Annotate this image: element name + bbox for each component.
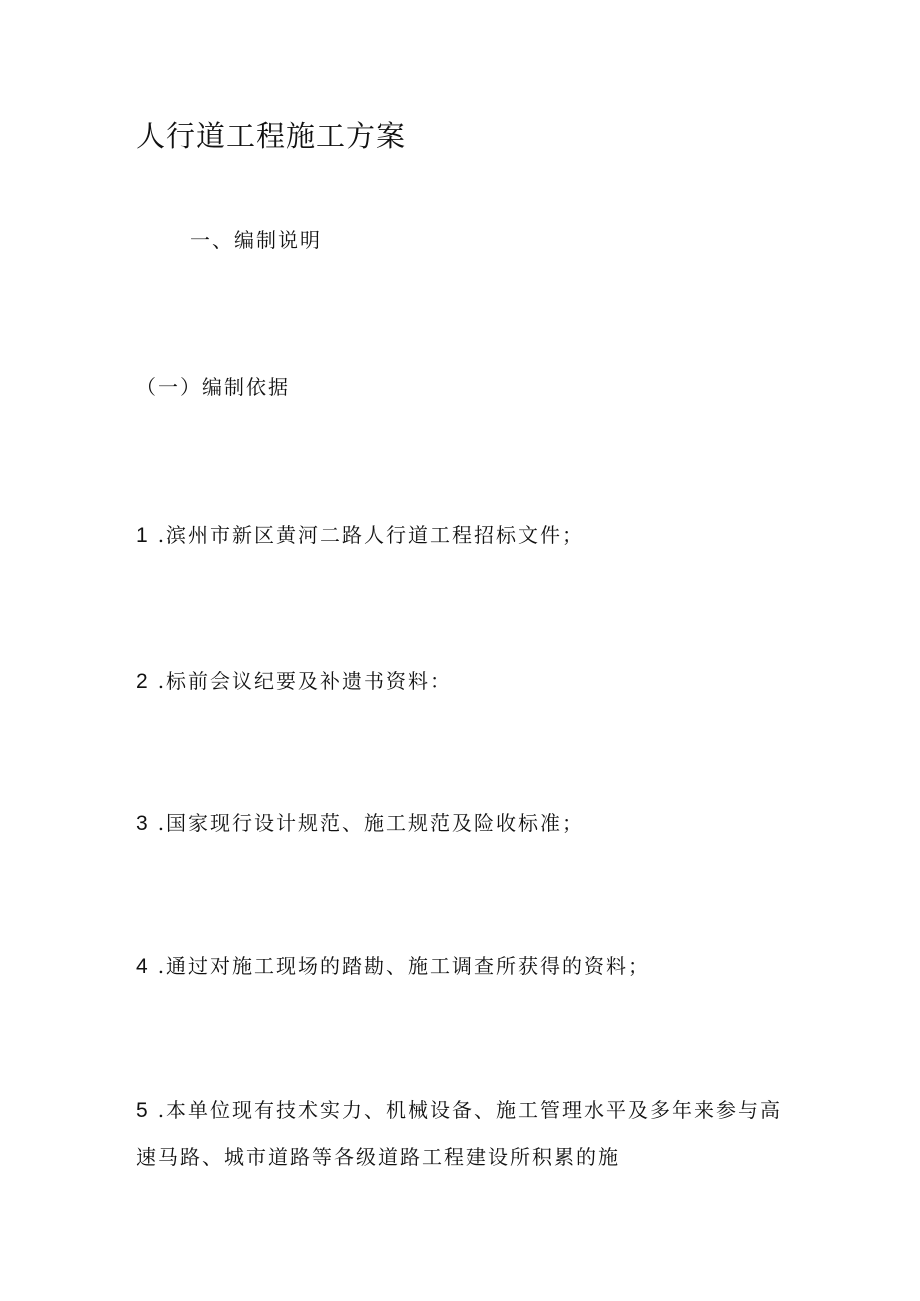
- list-item: [136, 800, 584, 847]
- section-heading: 一、编制说明: [190, 228, 322, 252]
- item-text: .国家现行设计规范、施工规范及险收标准；: [157, 811, 585, 835]
- document-title: 人行道工程施工方案: [136, 119, 407, 153]
- item-number: 2: [136, 670, 150, 693]
- item-number: 4: [136, 955, 150, 978]
- list-item: [136, 512, 584, 559]
- list-item: [136, 1087, 782, 1180]
- item-text: .本单位现有技术实力、机械设备、施工管理水平及多年来参与高: [157, 1098, 783, 1122]
- item-number: 3: [136, 812, 150, 835]
- list-item: [136, 943, 650, 990]
- item-number: 5: [136, 1099, 150, 1122]
- list-item: [136, 658, 452, 705]
- item-number: 1: [136, 524, 150, 547]
- sub-heading: （一）编制依据: [136, 375, 290, 399]
- item-text: .滨州市新区黄河二路人行道工程招标文件；: [157, 523, 585, 547]
- item-text: .标前会议纪要及补遗书资料：: [157, 669, 453, 693]
- item-text-continuation: 速马路、城市道路等各级道路工程建设所积累的施: [136, 1145, 620, 1169]
- item-text: .通过对施工现场的踏勘、施工调查所获得的资料；: [157, 954, 651, 978]
